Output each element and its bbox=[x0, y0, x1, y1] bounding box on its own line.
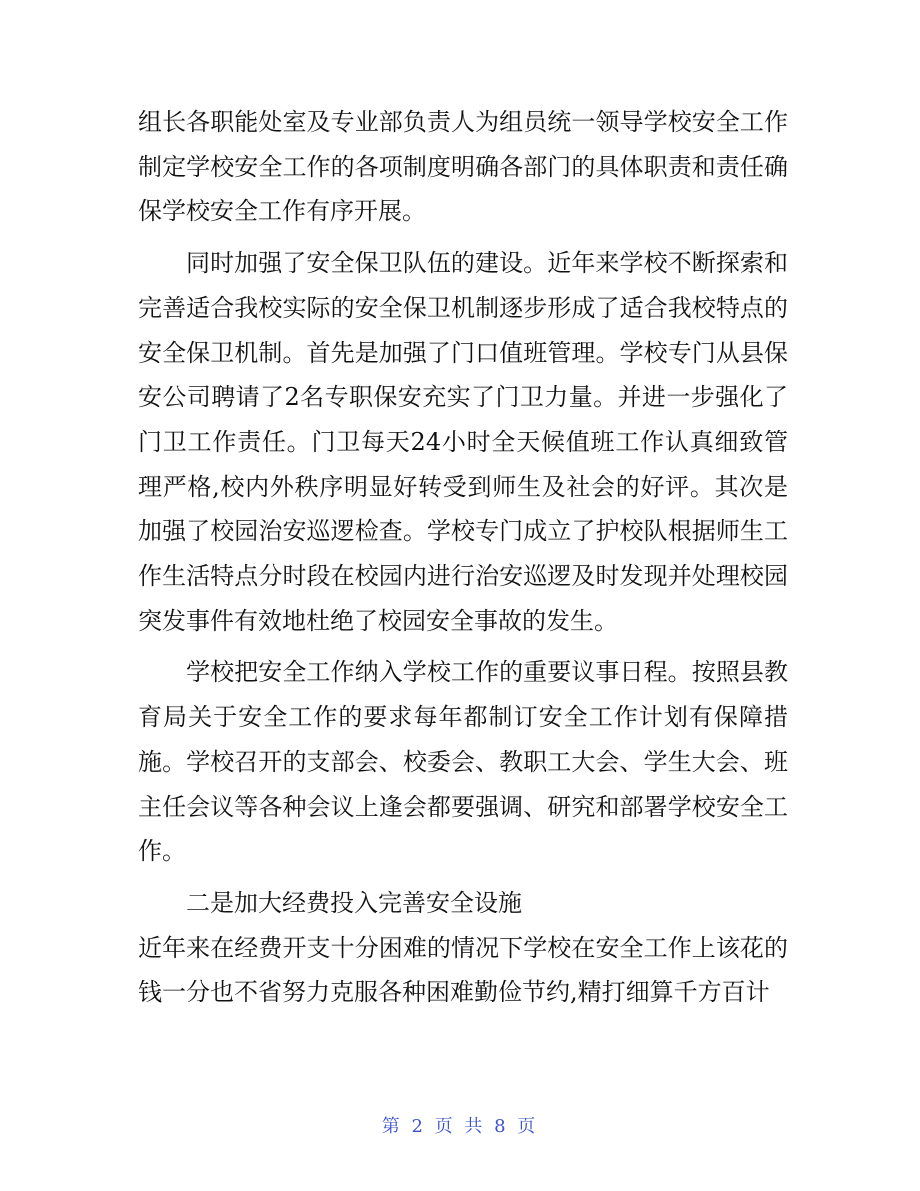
section-heading: 二是加大经费投入完善安全设施 bbox=[186, 888, 522, 917]
page-number-footer: 第 2 页 共 8 页 bbox=[381, 1116, 539, 1137]
document-page bbox=[138, 100, 788, 1015]
paragraph-1: 组长各职能处室及专业部负责人为组员统一领导学校安全工作制定学校安全工作的各项制度明确各部门的具体职责和责任确保学校安全工作有序开展。 bbox=[138, 108, 788, 226]
paragraph-2: 同时加强了安全保卫队伍的建设。近年来学校不断探索和完善适合我校实际的安全保卫机制逐步形成了适合我校特点的安全保卫机制。首先是加强了门口值班管理。学校专门从县保安公司聘请了2名专职保安充实了门卫力量。并进一步强化了门卫工作责任。门卫每天24小时全天候值班工作认真细致管理严格,校内外秩序明显好转受到师生及社会的好评。其次是加强了校园治安巡逻检查。学校专门成立了护校队根据师生工作生活特点分时段在校园内进行治安巡逻及时发现并处理校园突发事件有效地杜绝了校园安全事故的发生。 bbox=[138, 249, 788, 635]
paragraph-4: 近年来在经费开支十分困难的情况下学校在安全工作上该花的钱一分也不省努力克服各种困难勤俭节约,精打细算千方百计 bbox=[138, 933, 788, 1007]
paragraph-3: 学校把安全工作纳入学校工作的重要议事日程。按照县教育局关于安全工作的要求每年都制订安全工作计划有保障措施。学校召开的支部会、校委会、教职工大会、学生大会、班主任会议等各种会议上逢会都要强调、研究和部署学校安全工作。 bbox=[138, 658, 788, 866]
